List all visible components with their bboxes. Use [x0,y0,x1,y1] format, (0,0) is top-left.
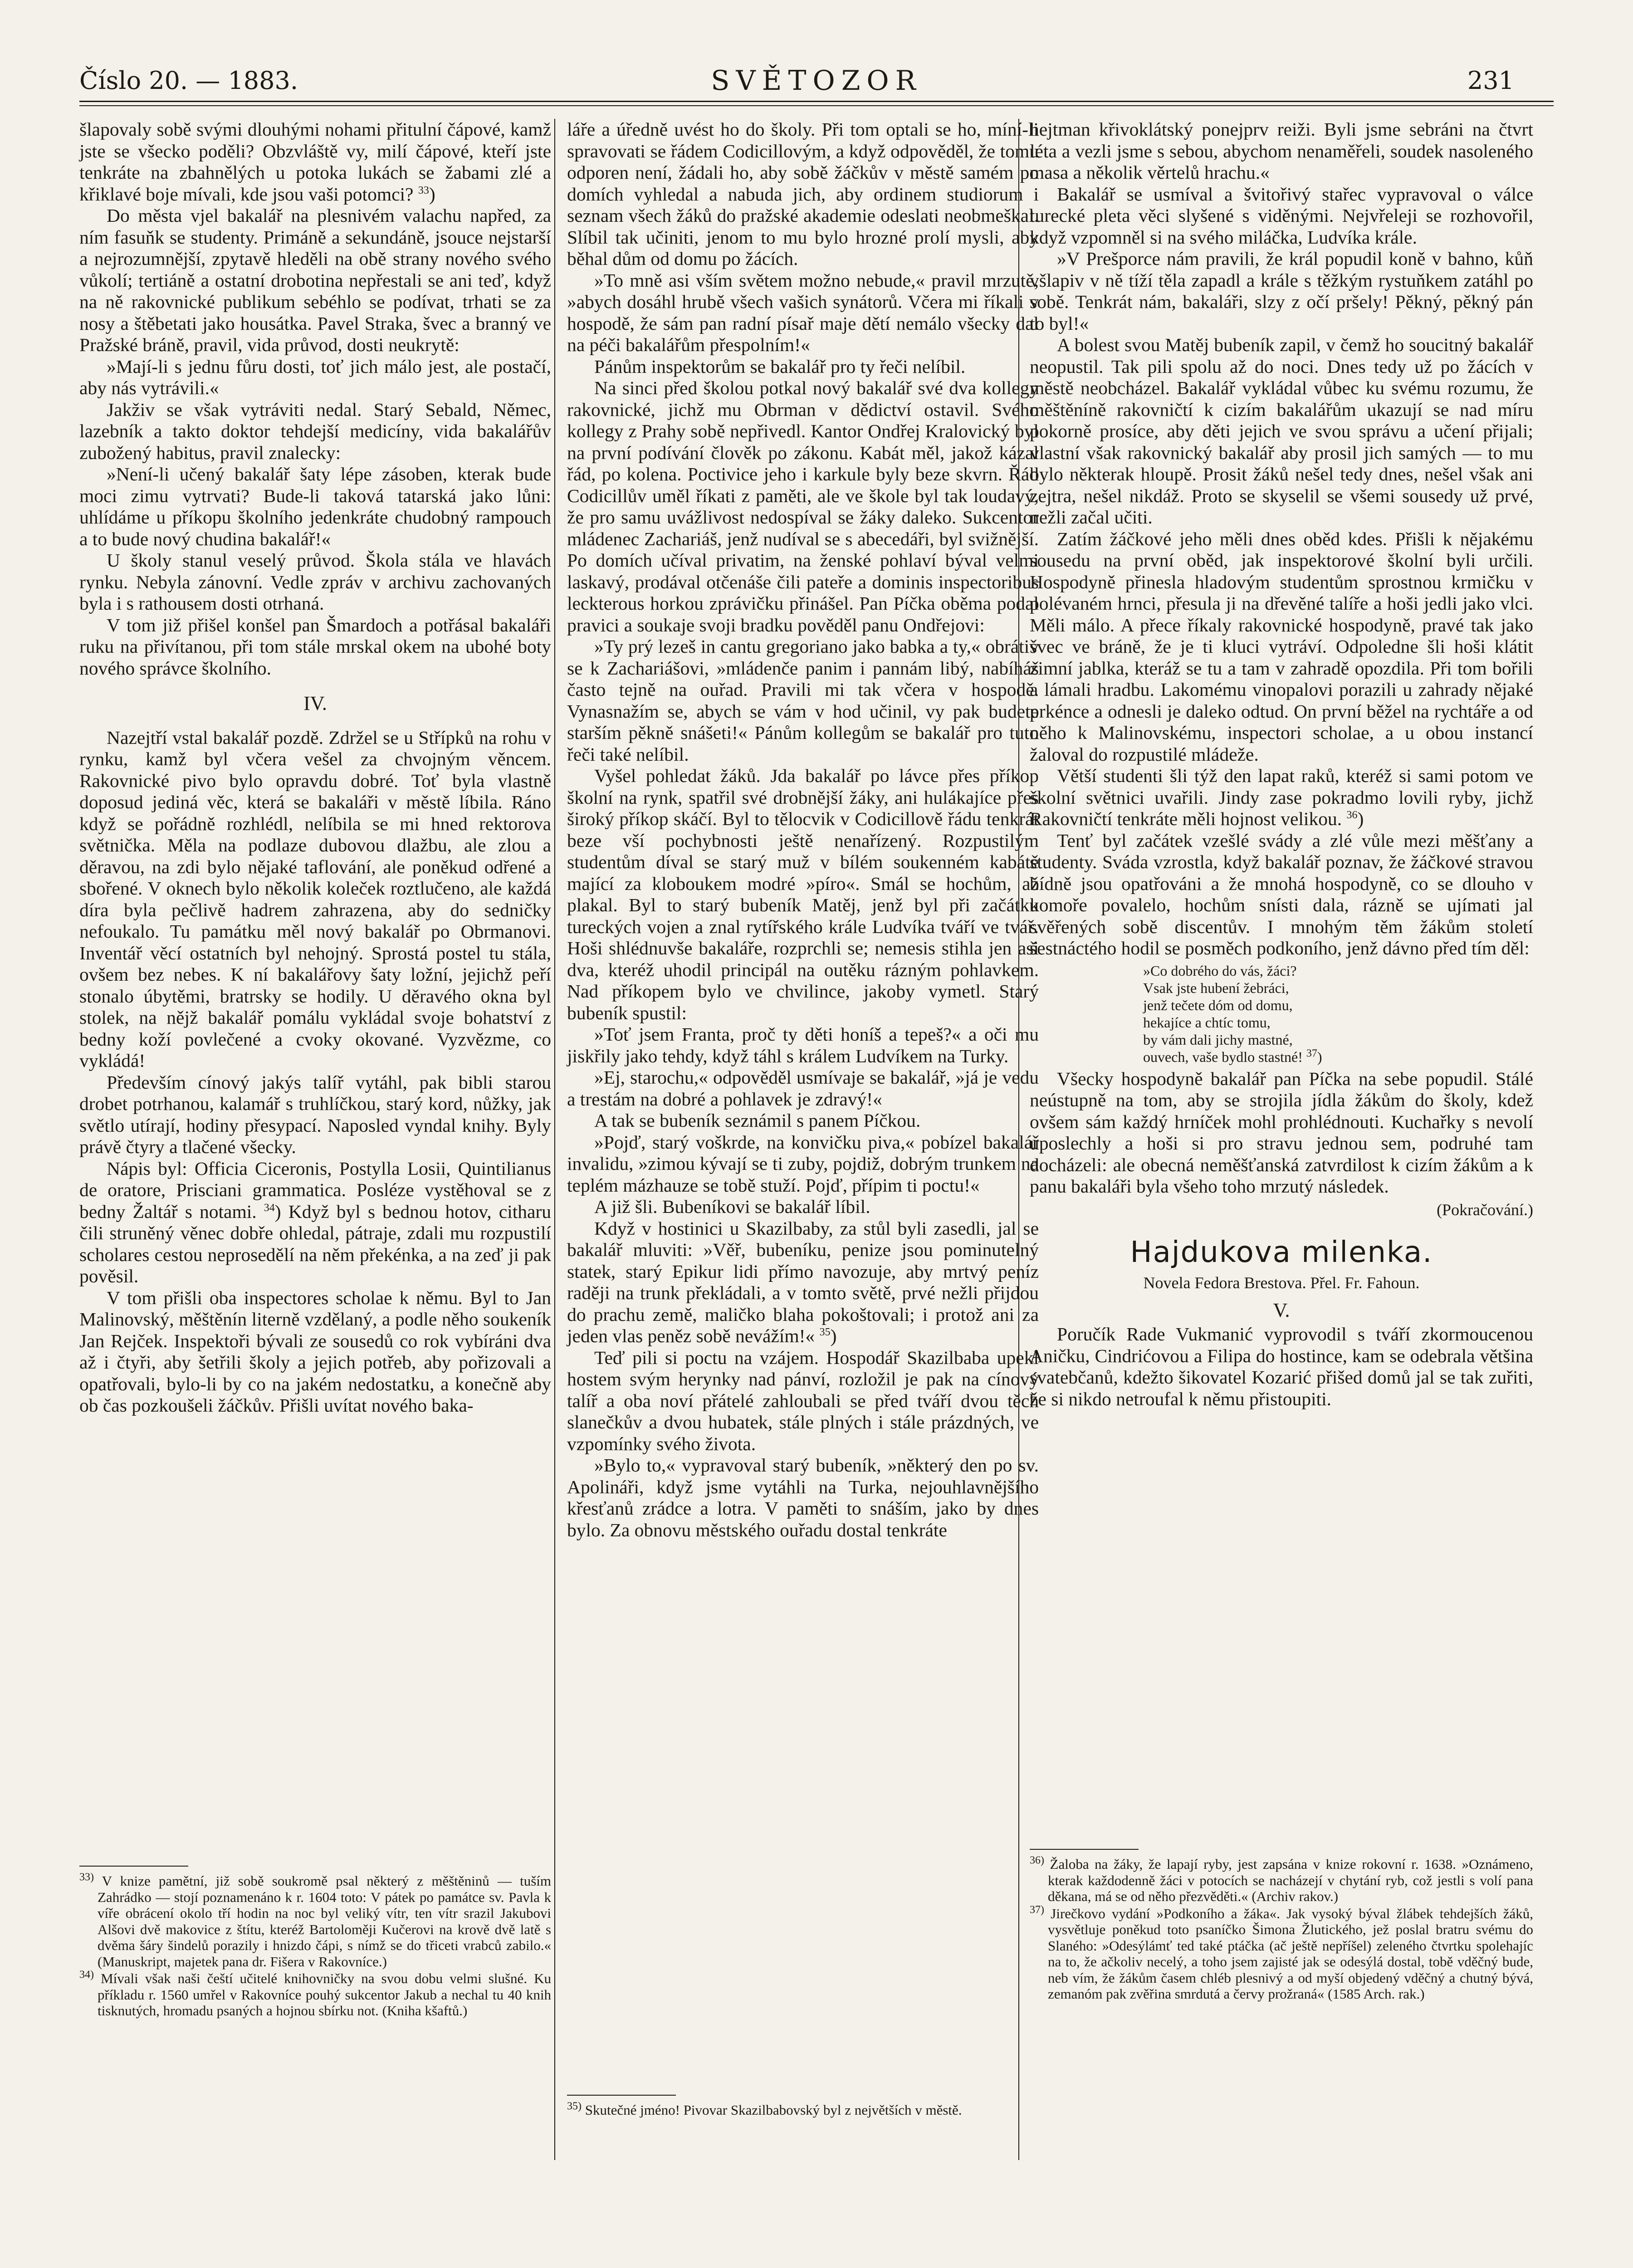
paragraph: A již šli. Bubeníkovi se bakalář líbil. [594,1196,870,1217]
paragraph: »Ty prý lezeš in cantu gregoriano jako babka a ty,« obrátiv se k Zachariášovi, »mládenče panim i pannám libý, nabíháš často tejně na ouřad. Pravili mi tak včera v hospodě. Vynasnažím se, abych se vám v hod učinil, vy pak budete starším pěkně snášeti!« Pánům kollegům se bakalář pro tuto řeči také nelíbil. [567,636,1039,765]
paragraph: Jakživ se však vytráviti nedal. Starý Sebald, Němec, lazebník a takto doktor tehdejší medicíny, vida bakalářův zubožený habitus, pravil znalecky: [79,399,551,463]
footnote-rule [1030,1849,1139,1850]
paragraph: »Toť jsem Franta, proč ty děti honíš a tepeš?« a oči mu jiskřily jako tehdy, když táhl s králem Ludvíkem na Turky. [567,1024,1039,1066]
paragraph: Tenť byl začátek vzešlé svády a zlé vůle mezi měšťany a studenty. Sváda vzrostla, když bakalář poznav, že žáčkové stravou bídně jsou opatřováni a že mnohá hospodyně, co se dlouho v komoře povalelo, hochům snísti dala, rázně se ujímati jal svěřených sobě discentův. I mnohým těm žákům století šestnáctého hodil se posměch podkoního, jenž dávno před tím děl: [1030,830,1533,958]
footnote-rule [567,2095,676,2096]
paragraph: Nápis byl: Officia Ciceronis, Postylla Losii, Quintilianus de oratore, Prisciani grammatica. Posléze vystěhoval se z bedny Žaltář s notami. $^{34}$) Když byl s bednou hotov, citharu čili struněný věnec dobře ohledal, pátraje, zdali mu rozpustilí scholares cestou neprosedělí na něm překénka, a na zeď ji pak pověsil. [79,1158,551,1286]
poem-line: Vsak jste hubení žebráci, [1143,979,1289,996]
footnote: $^{36)}$ Žaloba na žáky, že lapají ryby, jest zapsána v knize rokovní r. 1638. »Oznámeno, kterak každodenně žáci v potocích se nacházejí v chytání ryb, což jestli s volí pana děkana, má se od něho přezvěděti.« (Archiv rakov.) [1030,1854,1533,1904]
poem-line: ouvech, vaše bydlo stastné! $^{37}$) [1143,1047,1322,1065]
poem-line: hekajíce a chtíc tomu, [1143,1014,1271,1031]
novel-subtitle: Novela Fedora Brestova. Přel. Fr. Fahoun. [1143,1274,1420,1292]
paragraph: »V Prešporce nám pravili, že král popudil koně v bahno, kůň všlapiv v ně tíží těla zapadl a krále s těžkým rystuňkem zatáhl po sobě. Tenkrát nám, bakaláři, slzy z očí pršely! Pěkný, pěkný pán to byl!« [1030,248,1533,334]
header-rule [79,101,1554,102]
novel-title: Hajdukova milenka. [1130,1236,1433,1269]
paragraph: »Není-li učený bakalář šaty lépe zásoben, kterak bude moci zimu vytrvati? Bude-li taková tatarská jako lůni: uhlídáme u příkopu školního jedenkráte chudobný rampouch a to bude nový chudina bakalář!« [79,464,551,549]
paragraph: Teď pili si poctu na vzájem. Hospodář Skazilbaba upekl hostem svým herynky nad pánví, rozložil je pak na cínový talíř a oba noví přátelé zahloubali se před tváří dvou těch slanečkův a dvou hubatek, stále plných i stále prázdných, ve vzpomínky svého života. [567,1347,1039,1454]
column-divider [554,119,555,2160]
footnotes-col3 [1030,1841,1533,2003]
footnote-rule [79,1866,188,1867]
paragraph: Pánům inspektorům se bakalář pro ty řeči nelíbil. [594,356,966,377]
paragraph: láře a úředně uvést ho do školy. Při tom optali se ho, míní-li spravovati se řádem Codicillovým, a když odpověděl, že tomu odporen není, žádali ho, aby sobě žáčkův v městě samém po domích vyhledal a nabuda jich, aby ordinem studiorum i seznam všech žáků do pražské akademie odeslati neobmeškal. Slíbil tak učiniti, jenom to mu bylo hrozné prolí mysli, aby běhal dům od domu po žácích. [567,119,1039,269]
paragraph: šlapovaly sobě svými dlouhými nohami přitulní čápové, kamž jste se všecko poděli? Obzvláště vy, milí čápové, kteří jste tenkráte na zbahnělých u potoka lukách se žabami zlé a křiklavé boje mívali, kde jsou vaši potomci? $^{33}$) [79,119,551,205]
poem-line: »Co dobrého do vás, žáci? [1143,962,1297,979]
issue-number: Číslo 20. — 1883. [79,66,298,95]
paragraph: »Mají-li s jednu fůru dosti, toť jich málo jest, ale postačí, aby nás vytrávili.« [79,356,551,398]
paragraph: Na sinci před školou potkal nový bakalář své dva kollegy rakovnické, jichž mu Obrman v dědictví ostavil. Svého kollegy z Prahy sobě nepřivedl. Kantor Ondřej Kralovický byl na první podívání člověk po zákonu. Kabát měl, jakož kázal řád, po kolena. Poctivice jeho i karkule byly beze skvrn. Řád Codicillův uměl říkati z paměti, ale ve škole byl tak loudavý, že pro samu uvážlivost nedospíval se žáky daleko. Sukcentor mládenec Zachariáš, jenž nudíval se s abecedáři, byl svižnější. Po domích učíval privatim, na ženské pohlaví býval velmi laskavý, prodával otčenáše čili pateře a dominis inspectoribus leckterous horkou zprávičku přinášel. Pan Píčka oběma podal pravici a soukaje svoji bradku pověděl panu Ondřejovi: [567,377,1039,635]
paragraph: »Bylo to,« vypravoval starý bubeník, »některý den po sv. Apolináři, když jsme vytáhli na Turka, nejouhlavnějšího křesťanů zrádce a lotra. V paměti to snáším, jako by dnes bylo. Za obnovu městského ouřadu dostal tenkráte [567,1455,1039,1540]
column-2 [567,119,1039,1541]
paragraph: »To mně asi vším světem možno nebude,« pravil mrzutě, »abych dosáhl hrubě všech vašich synátorů. Včera mi říkali v hospodě, že sám pan radní písař maje dětí nemálo všecky dal na péči bakalářům přespolním!« [567,269,1039,355]
masthead-title: SVĚTOZOR [711,65,922,97]
header-rule-thin [79,105,1554,106]
paragraph: U školy stanul veselý průvod. Škola stála ve hlavách rynku. Nebyla zánovní. Vedle zpráv v archivu zachovaných byla i s rathousem dosti otrhaná. [79,550,551,614]
poem-line: by vám dali jichy mastné, [1143,1031,1293,1048]
paragraph: A tak se bubeník seznámil s panem Píčkou. [594,1110,921,1131]
footnote: $^{37)}$ Jirečkovo vydání »Podkoního a žáka«. Jak vysoký býval žlábek tehdejších žáků, vysvětluje poněkud toto psaníčko Šimona Žlutického, jež poslal bratru svému do Slaného: »Odesýlámť ted také ptáčka (ač ještě nepříšel) zeleného čtvrtku spolehajíc na to, že ačkoliv necelý, a toho jsem zajisté jak se odesýlá dostal, tobě vděčný bude, neb vím, že žákům časem chléb plesnivý a od myší objedený vděčný a chutný bývá, zemanóm pak zvěřina smrdutá a červy prožraná« (1585 Arch. rak.) [1030,1904,1533,2002]
poem-line: jenž tečete dóm od domu, [1143,997,1293,1013]
paragraph: »Ej, starochu,« odpověděl usmívaje se bakalář, »já je vedu a trestám na dobré a pohlavek je zdravý!« [567,1067,1039,1110]
paragraph: A bolest svou Matěj bubeník zapil, v čemž ho soucitný bakalář neopustil. Tak pili spolu až do noci. Dnes tedy už po žácích v městě neobcházel. Bakalář vykládal vůbec ku svému rozumu, že měštěníně rakovničtí k cizím bakalářům ukazují se nad míru pokorně prosíce, aby děti jejich ve svou správu a učení přijali; vlastní však rakovnický bakalář aby prosil jich samých — to mu bylo některak hloupě. Prosit žáků nešel tedy dnes, nešel však ani zejtra, nešel nikdáž. Proto se skyselil se všemi sousedy už prvé, nežli začal učiti. [1030,334,1533,528]
paragraph: Všecky hospodyně bakalář pan Píčka na sebe popudil. Stálé neústupně na tom, aby se strojila jídla žákům do školy, kdež ovšem sám každý hrníček mohl prohlédnouti. Kuchařky s nevolí uposlechly a hoši si pro stravu jednou sem, podruhé tam docházeli: ale obecná neměšťanská zatvrdilost k cizím žákům a k panu bakaláři byla všeho toho mrzutý následek. [1030,1068,1533,1197]
poem [1143,962,1533,1066]
column-1 [79,119,551,1417]
paragraph: Když v hostinici u Skazilbaby, za stůl byli zasedli, jal se bakalář mluviti: »Věř, bubeníku, penize jsou pominutelný statek, starý Epikur lidi přímo navozuje, aby mrtvý peníz raději na trunk překládali, a v tomto světě, prvé nežli přijdou do prachu země, maličko blaha pokoštovali; i protož ani za jeden vlas peněz sobě nevážím!« $^{35}$) [567,1217,1039,1346]
footnote: $^{35)}$ Skutečné jméno! Pivovar Skazilbabovský byl z největších v městě. [567,2100,962,2118]
footnotes-col2 [567,2087,1039,2119]
footnotes-col1 [79,1857,551,2020]
paragraph: Především cínový jakýs talíř vytáhl, pak bibli starou drobet potrhanou, kalamář s truhlíčkou, starý kord, nůžky, jak světlo utírají, hodiny přesypací. Naposled vyndal knihy. Byly právě čtyry a tlačené všecky. [79,1071,551,1157]
paragraph: Větší studenti šli týž den lapat raků, kteréž si sami potom ve školní světnici uvařili. Jindy zase pokradmo lovili ryby, jichž Rakovničtí tenkráte měli hojnost velikou. $^{36}$) [1030,765,1533,829]
paragraph: V tom již přišel konšel pan Šmardoch a potřásal bakaláři ruku na přivítanou, při tom stále mrskal okem na ubohé boty nového správce školního. [79,614,551,679]
section-heading: IV. [303,692,327,714]
paragraph: V tom přišli oba inspectores scholae k němu. Byl to Jan Malinovský, měštěnín literně vzdělaný, a podle něho soukeník Jan Rejček. Inspektoři bývali ze sousedů co rok vybíráni dva až i čtyři, aby šetřili školy a jejich potřeb, aby pořizovali a opatřovali, bylo-li by co na jakém nedostatku, a konečně aby ob čas pozkoušeli žáčkův. Přišli uvítat nového baka- [79,1287,551,1416]
footnote: $^{34)}$ Mívali však naši čeští učitelé knihovničky na svou dobu velmi slušné. Ku příkladu r. 1560 umřel v Rakovníce pouhý sukcentor Jakub a nechal tu 40 knih tisknutých, hromadu psaných a hojnou sbírku not. (Kniha kšaftů.) [79,1969,552,2019]
paragraph: Zatím žáčkové jeho měli dnes oběd kdes. Přišli k nějakému sousedu na první oběd, jak inspektorové školní byli určili. Hospodyně přinesla hladovým studentům sprostnou krmičku v polévaném hrnci, přesula ji na dřevěné talíře a hoši jedli jako vlci. Měli málo. A přece říkaly rakovnické hospodyně, pravé tak jako švec ve bráně, že je ti kluci vytráví. Odpoledne šli hoši klátit zimní jablka, kteráž se tu a tam v zahradě opozdila. Při tom bořili a lámali hradbu. Lakomému vinopalovi porazili u zahrady nějaké prkénce a odnesli je daleko odtud. On první běžel na rychtáře a od něho k Malinovskému, inspectori scholae, a u obou instancí žaloval do rozpustilé mládeže. [1030,528,1533,765]
continued-note: (Pokračování.) [1437,1200,1533,1219]
paragraph: Vyšel pohledat žáků. Jda bakalář po lávce přes příkop školní na rynk, spatřil své drobnější žáky, ani hulákajíce přes široký příkop skáčí. Byl to tělocvik v Codicillově řádu tenkrát beze vší pochybnosti ještě nenařízený. Rozpustilým studentům díval se starý muž v bílém soukenném kabátě mající za kloboukem modré »píro«. Smál se hochům, až plakal. Byl to starý bubeník Matěj, jenž byl při začátku tureckých vojen a znal rytířského krále Ludvíka tváří ve tvář. Hoši shlédnuvše bakaláře, rozprchli se; nemesis stihla jen asi dva, kteréž uhodil principál na outěku rázným pohlavkem. Nad příkopem bylo ve chvilince, jakoby vymetl. Starý bubeník spustil: [567,765,1039,1023]
chapter-heading: V. [1273,1299,1290,1321]
page-number: 231 [1467,66,1514,95]
paragraph: Poručík Rade Vukmanić vyprovodil s tváří zkormoucenou Aničku, Cindrićovou a Filipa do hostince, kam se odebrala většina svatebčanů, kdežto šikovatel Kozarić přišed domů jal se tak zuřiti, že si nikdo netroufal k němu přistoupiti. [1030,1324,1533,1409]
footnote: $^{33)}$ V knize pamětní, již sobě soukromě psal některý z měštěninů — tuším Zahrádko — stojí poznamenáno k r. 1604 toto: V pátek po památce sv. Pavla k víře obrácení okolo tří hodin na noc byl veliký vítr, ten vítr srazil Jakubovi Alšovi dvě makovice z štítu, kteréž Bartoloměji Kučerovi na krově dvě latě s dvěma šáry šindelů porazily i hnizdo čápi, s nímž se do třiceti vrabců zabilo.« (Manuskript, majetek pana dr. Fišera v Rakovníce.) [79,1871,551,1970]
paragraph: Do města vjel bakalář na plesnivém valachu napřed, za ním fasuňk se studenty. Primáně a sekundáně, jsouce nejstarší a nejrozumnější, zpytavě hleděli na obě strany nového svého vůkolí; tertiáně a ostatní drobotina nepřestali se ani teď, když na ně rakovnické publikum sebéhlo se podívat, trhati se za nosy a štěbetati jako housátka. Pavel Straka, švec a branný ve Pražské bráně, pravil, vida průvod, dosti neukrytě: [79,205,551,355]
paragraph: »Pojď, starý voškrde, na konvičku piva,« pobízel bakalář invalidu, »zimou kývají se ti zuby, pojdiž, dobrým trunkem na teplém mázhauze se tobě stuží. Pojď, přípim ti poctu!« [567,1131,1039,1196]
column-3 [1030,119,1533,1410]
paragraph: Nazejtří vstal bakalář pozdě. Zdržel se u Střípků na rohu v rynku, kamž byl včera vešel za chvojným věncem. Rakovnické pivo bylo opravdu dobré. Toť byla vlastně doposud jediná věc, která se bakaláři v městě líbila. Ráno když se pořádně rozhlédl, nelíbila se mi hned rektorova světnička. Měla na podlaze dubovou dlažbu, ale zlou a děravou, na zdi bylo nějaké taflování, ale poněkud odřené a sbořené. V oknech bylo několik koleček roztlučeno, ale každá díra byla pečlivě hadrem zahrazena, aby do sedničky nefoukalo. Tu památku měl nový bakalář po Obrmanovi. Inventář věcí ostatních byl nehojný. Sprostá postel tu stála, ovšem bez nebes. K ní bakalářovy šaty ložní, jejichž peří stonalo úbytěmi, bratrsky se hodily. U děravého okna byl stolek, na nějž bakalář pomálu vykládal svoje bohatství z bedny koží povlečené a cvoky okované. Vyzvězme, co vykládá! [79,727,551,1071]
paragraph: hejtman křivoklátský ponejprv reiži. Byli jsme sebráni na čtvrt léta a vezli jsme s sebou, abychom nenaměřeli, soudek nasoleného masa a několik věrtelů hrachu.« [1030,119,1533,183]
paragraph: Bakalář se usmíval a švitořivý stařec vypravoval o válce turecké pleta věci slyšené s viděnými. Nejvřeleji se rozhovořil, když vzpomněl si na svého miláčka, Ludvíka krále. [1030,183,1533,248]
